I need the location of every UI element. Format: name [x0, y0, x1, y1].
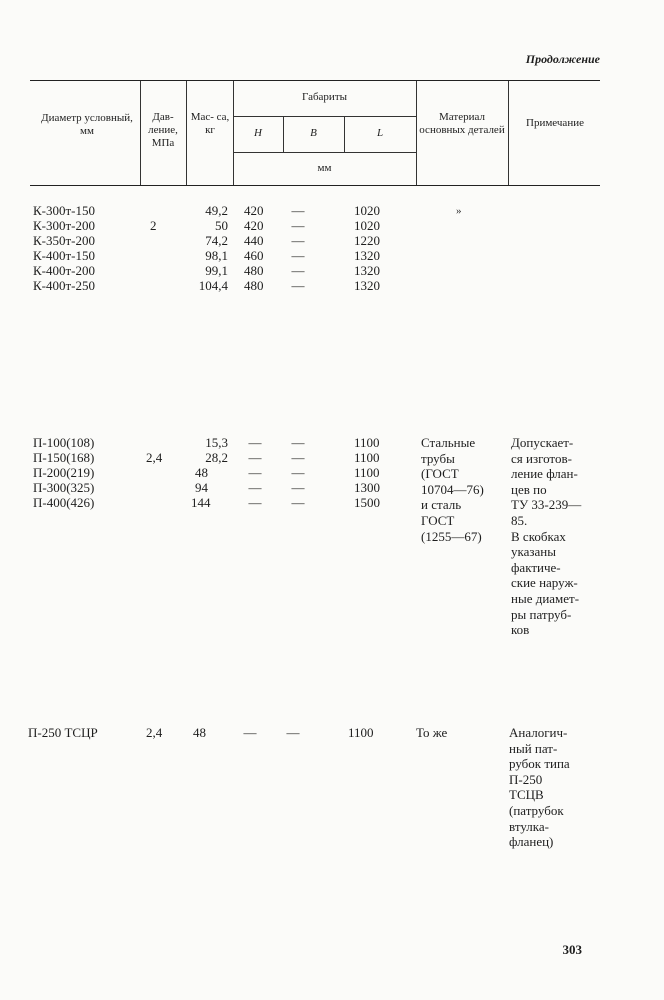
row-l: 1220 [354, 233, 380, 248]
row-b: — [291, 248, 305, 263]
group1-material: » [456, 205, 462, 217]
row-h: 420 [244, 203, 264, 218]
row-l: 1320 [354, 263, 380, 278]
row-l: 1020 [354, 218, 380, 233]
row-l: 1100 [354, 465, 380, 480]
group2-pressure: 2,4 [146, 450, 163, 465]
header-pressure: Дав- ление, МПа [148, 111, 178, 149]
row-b: — [291, 233, 305, 248]
table-top-rule [30, 80, 600, 81]
header-diameter: Диаметр условный, мм [41, 112, 133, 137]
group2-material: Стальные трубы (ГОСТ 10704—76) и сталь ГОСТ (1255—67) [421, 435, 484, 544]
row-l: 1100 [354, 450, 380, 465]
row-mass: 94 [195, 480, 208, 495]
row-b: — [291, 218, 305, 233]
group1-pressure: 2 [150, 218, 157, 233]
header-mass: Мас- са, кг [190, 111, 230, 136]
header-note: Примечание [526, 117, 584, 129]
row-b: — [291, 278, 305, 293]
header-dims-unit: мм [317, 162, 332, 174]
row-l: 1100 [348, 725, 374, 740]
col-divider [508, 81, 509, 185]
group2-note: Допускает- ся изготов- ление флан- цев по ТУ 33-239— 85. В скобках указаны фактиче- ские наруж- ные диамет- ры патруб- ков [511, 435, 582, 638]
row-b: — [291, 435, 305, 450]
row-mass: 50 [215, 218, 228, 233]
row-h: — [248, 480, 262, 495]
header-dim-h: H [254, 127, 262, 139]
row-mass: 144 [191, 495, 211, 510]
row-h: 480 [244, 278, 264, 293]
row-name: П-100(108) [33, 435, 95, 450]
row-mass: 48 [193, 725, 206, 740]
row-l: 1020 [354, 203, 380, 218]
row-mass: 49,2 [205, 203, 228, 218]
row-b: — [286, 725, 300, 740]
row-l: 1100 [354, 435, 380, 450]
row-l: 1500 [354, 495, 380, 510]
row-h: 420 [244, 218, 264, 233]
row-h: — [243, 725, 257, 740]
row-mass: 104,4 [198, 278, 228, 293]
row-mass: 48 [195, 465, 208, 480]
row-mass: 98,1 [205, 248, 228, 263]
row-h: 460 [244, 248, 264, 263]
row-mass: 28,2 [205, 450, 228, 465]
row-name: К-400т-150 [33, 248, 96, 263]
row-mass: 15,3 [205, 435, 228, 450]
row-h: — [248, 495, 262, 510]
row-name: П-400(426) [33, 495, 95, 510]
row-b: — [291, 263, 305, 278]
row-name: К-400т-250 [33, 278, 96, 293]
row-h: 440 [244, 233, 264, 248]
col-divider [416, 81, 417, 185]
row-h: — [248, 465, 262, 480]
row-b: — [291, 465, 305, 480]
row-mass: 74,2 [205, 233, 228, 248]
row-name: П-300(325) [33, 480, 95, 495]
col-divider [186, 81, 187, 185]
row-l: 1300 [354, 480, 380, 495]
row-name: К-300т-150 [33, 203, 96, 218]
row-h: — [248, 435, 262, 450]
row-name: К-300т-200 [33, 218, 96, 233]
row-name: П-150(168) [33, 450, 95, 465]
row-l: 1320 [354, 248, 380, 263]
group3-note: Аналогич- ный пат- рубок типа П-250 ТСЦВ (патрубок втулка- фланец) [509, 725, 570, 850]
header-dims-group: Габариты [301, 91, 348, 103]
row-name: П-200(219) [33, 465, 95, 480]
header-dim-b: B [310, 127, 317, 139]
row-name: П-250 ТСЦР [28, 725, 98, 740]
subheader-rule [233, 116, 416, 117]
row-b: — [291, 495, 305, 510]
row-h: — [248, 450, 262, 465]
page-number: 303 [562, 942, 582, 957]
table-header-rule [30, 185, 600, 186]
header-material: Материал основных деталей [419, 111, 505, 136]
row-mass: 99,1 [205, 263, 228, 278]
row-b: — [291, 480, 305, 495]
row-h: 480 [244, 263, 264, 278]
subheader-rule [233, 152, 416, 153]
group3-pressure: 2,4 [146, 725, 163, 740]
row-b: — [291, 450, 305, 465]
continued-label: Продолжение [525, 52, 600, 66]
header-dim-l: L [376, 127, 384, 139]
group3-material: То же [416, 725, 448, 740]
row-b: — [291, 203, 305, 218]
row-l: 1320 [354, 278, 380, 293]
row-name: К-350т-200 [33, 233, 96, 248]
row-name: К-400т-200 [33, 263, 96, 278]
